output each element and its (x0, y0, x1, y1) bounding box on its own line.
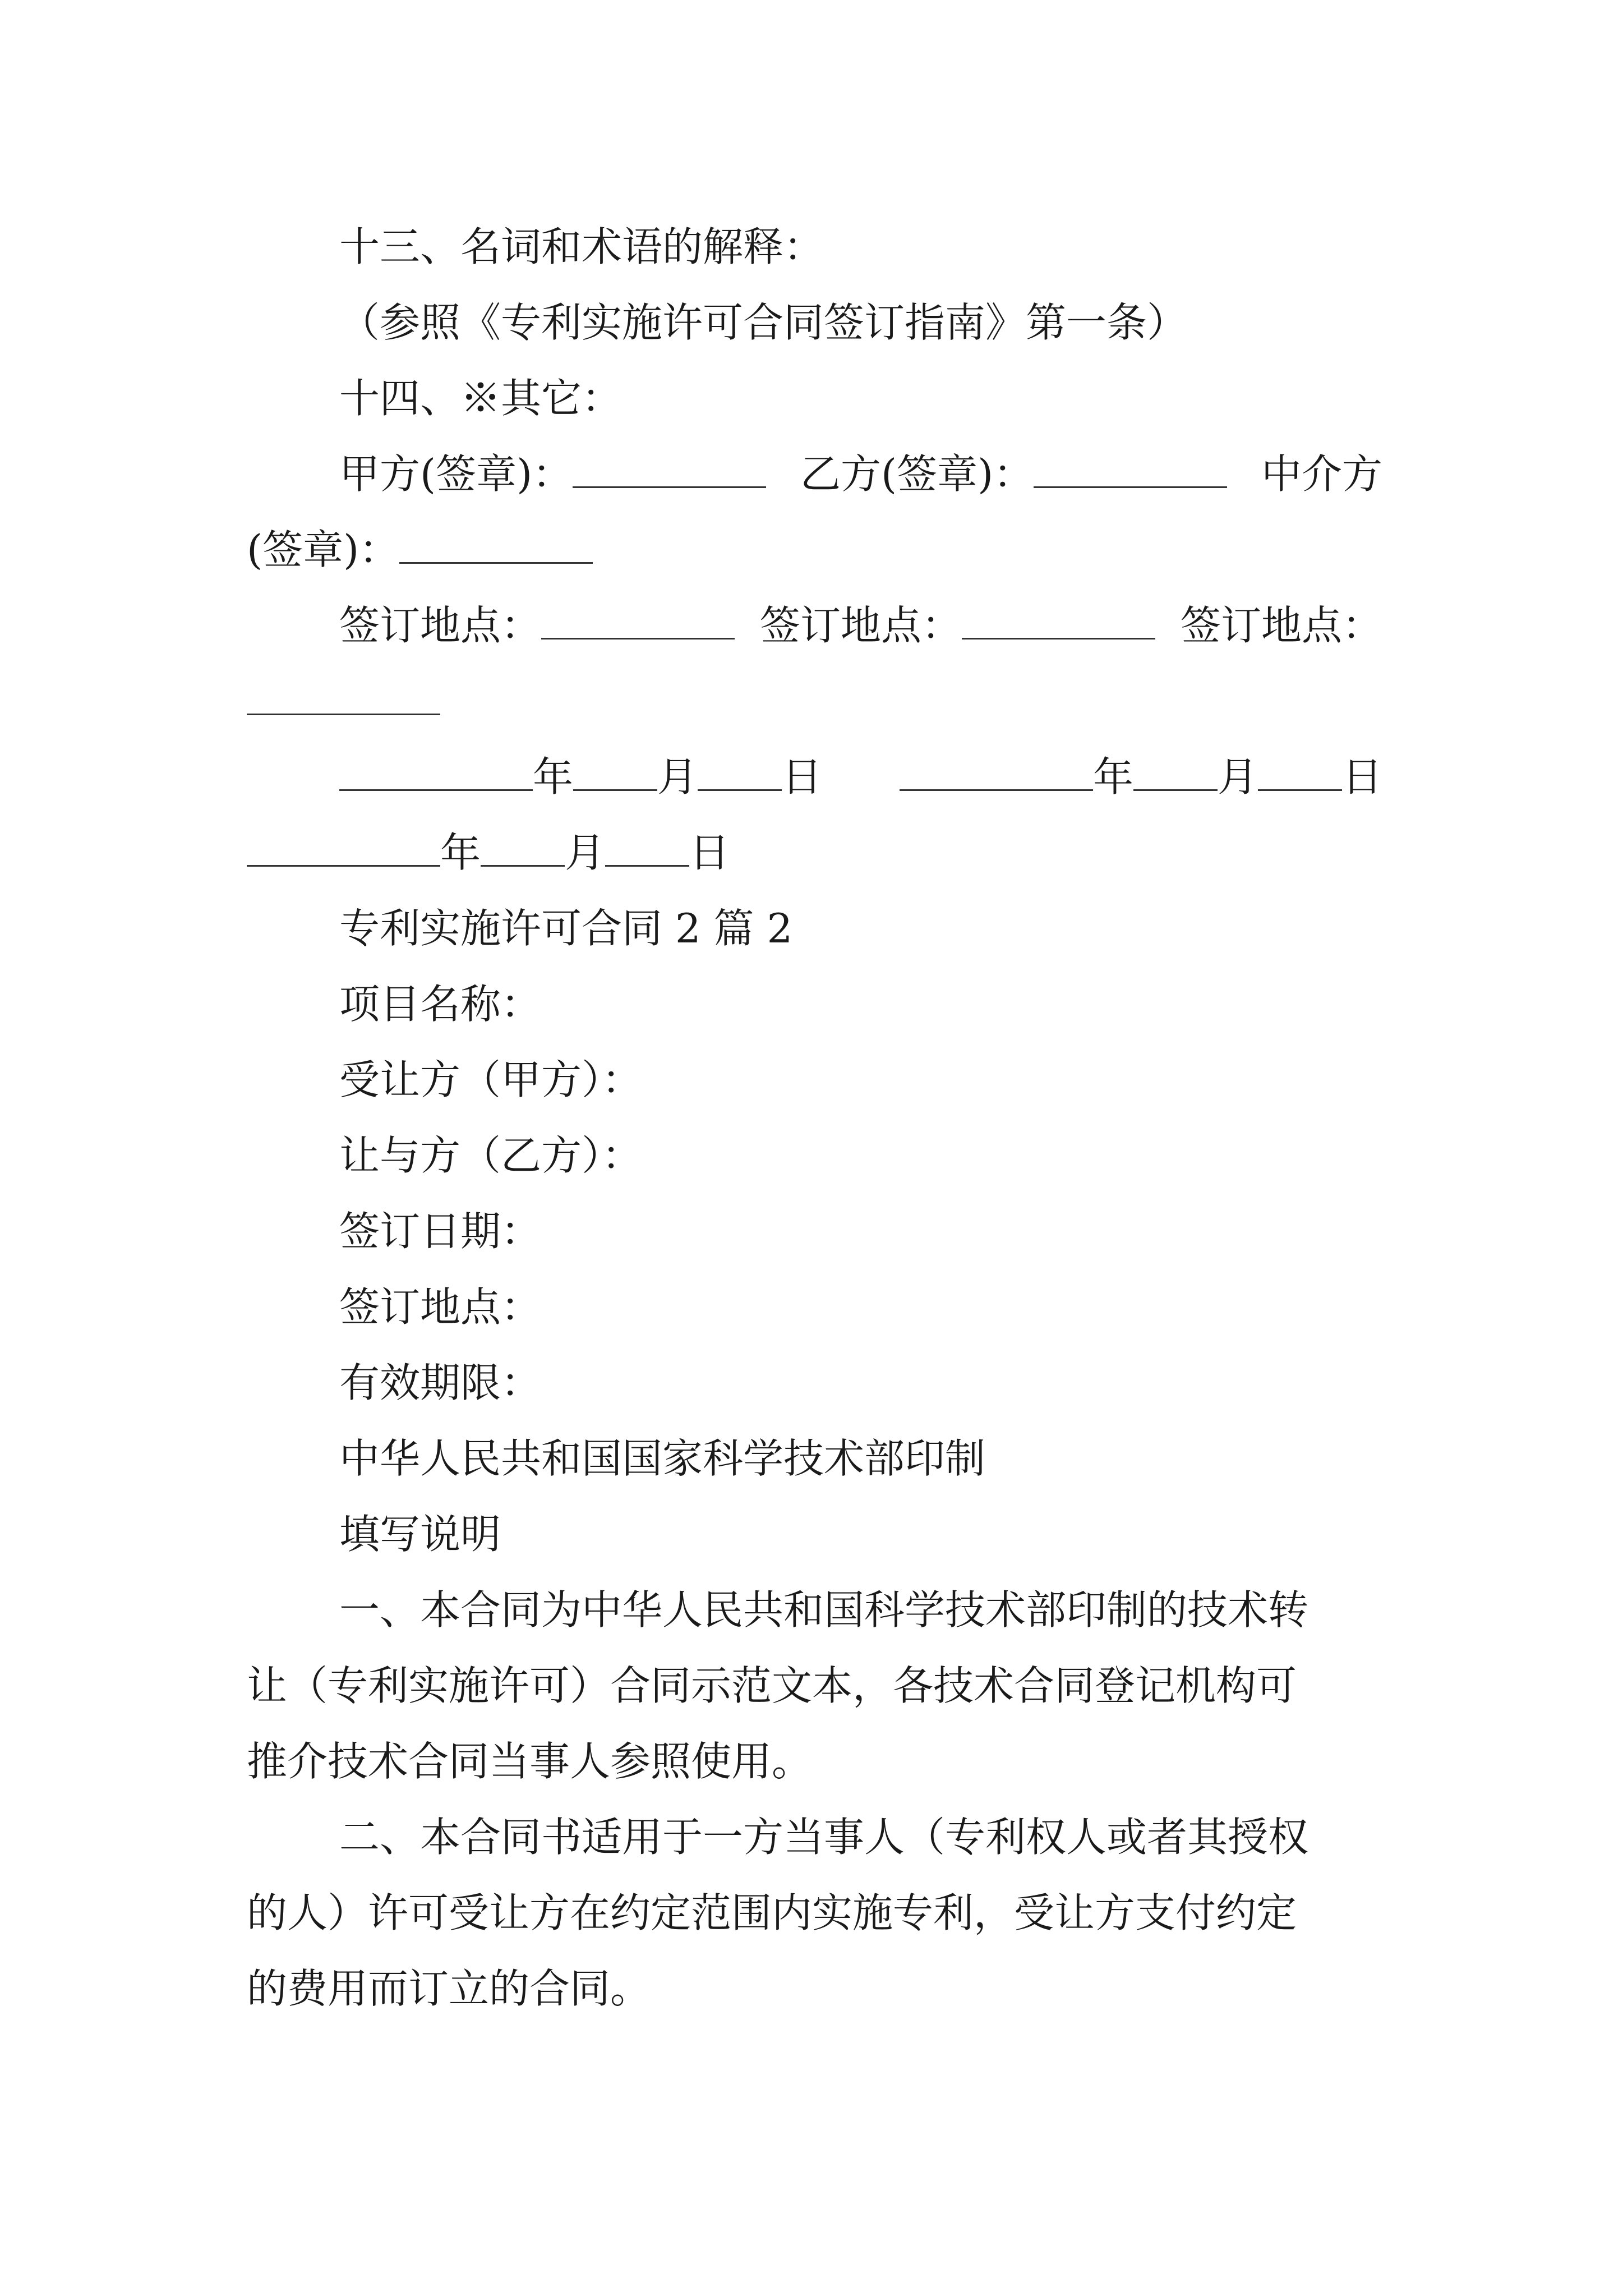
date-c-month-label: 月 (565, 829, 606, 876)
date-b-year-label: 年 (1092, 753, 1133, 800)
instruction-1-line-3: 推介技术合同当事人参照使用。 (247, 1738, 813, 1785)
date-b-month-blank (1133, 754, 1218, 791)
transferee-label: 受让方（甲方）： (339, 1056, 643, 1103)
signing-place-b (760, 597, 1155, 654)
signing-place-b-label: 签订地点： (759, 602, 962, 649)
party-b-signature (800, 446, 1227, 502)
date-a-month-label: 月 (657, 753, 698, 800)
signing-place-c-label: 签订地点： (1180, 602, 1382, 649)
instruction-1-line-1: 一、本合同为中华人民共和国科学技术部印制的技术转 (339, 1586, 1309, 1634)
document-subtitle: 专利实施许可合同 2 篇 2 (339, 905, 793, 952)
date-c-day-blank (605, 830, 689, 867)
date-c-year-label: 年 (440, 829, 481, 876)
date-a-day-label: 日 (782, 753, 823, 800)
signing-date-a (339, 749, 822, 805)
date-a-day-blank (698, 754, 782, 791)
signing-place-row (339, 597, 1382, 654)
signing-date-label: 签订日期： (339, 1208, 542, 1255)
transferor-label: 让与方（乙方）： (339, 1132, 643, 1179)
date-c-day-label: 日 (689, 829, 730, 876)
signing-place-a (339, 597, 735, 654)
party-a-signature-label: 甲方(签章)： (339, 450, 573, 498)
instruction-2-line-1: 二、本合同书适用于一方当事人（专利权人或者其授权 (339, 1814, 1309, 1861)
instruction-1-line-2: 让（专利实施许可）合同示范文本，各技术合同登记机构可 (247, 1662, 1297, 1709)
date-a-year-label: 年 (533, 753, 574, 800)
signing-place-c-blank (247, 679, 440, 715)
date-c-month-blank (481, 830, 565, 867)
date-b-day-label: 日 (1341, 753, 1382, 800)
date-b-day-blank (1258, 754, 1342, 791)
section-13-heading: 十三、名词和术语的解释： (339, 223, 824, 270)
intermediary-signature-label: (签章)： (247, 526, 400, 573)
intermediary-signature (247, 522, 1380, 578)
party-b-signature-label: 乙方(签章)： (800, 450, 1034, 498)
signing-date-b (900, 749, 1382, 805)
signing-place-label: 签订地点： (339, 1283, 542, 1331)
section-14-heading: 十四、※其它： (339, 375, 623, 422)
validity-period-label: 有效期限： (339, 1359, 542, 1406)
signing-place-a-blank (541, 603, 735, 639)
date-a-month-blank (573, 754, 657, 791)
intermediary-signature-blank (399, 527, 593, 564)
instruction-2-line-3: 的费用而订立的合同。 (247, 1965, 651, 2012)
instruction-2-line-2: 的人）许可受让方在约定范围内实施专利，受让方支付约定 (247, 1889, 1297, 1936)
date-b-month-label: 月 (1217, 753, 1258, 800)
instructions-heading: 填写说明 (339, 1511, 501, 1558)
signing-date-row (339, 749, 1382, 805)
party-a-signature (339, 446, 766, 502)
signing-place-a-label: 签订地点： (339, 602, 542, 649)
project-name-label: 项目名称： (339, 981, 542, 1028)
issuer-line: 中华人民共和国国家科学技术部印制 (339, 1435, 986, 1482)
date-a-year-blank (339, 754, 533, 791)
party-a-signature-blank (573, 452, 766, 488)
signing-date-c (247, 825, 1380, 881)
intermediary-label: 中介方 (1261, 450, 1382, 498)
section-13-reference: （参照《专利实施许可合同签订指南》第一条） (339, 299, 1188, 346)
party-b-signature-blank (1034, 452, 1227, 488)
date-c-year-blank (247, 830, 440, 867)
signature-row (339, 446, 1382, 502)
date-b-year-blank (900, 754, 1093, 791)
signing-place-c (247, 673, 1380, 729)
signing-place-b-blank (962, 603, 1155, 639)
